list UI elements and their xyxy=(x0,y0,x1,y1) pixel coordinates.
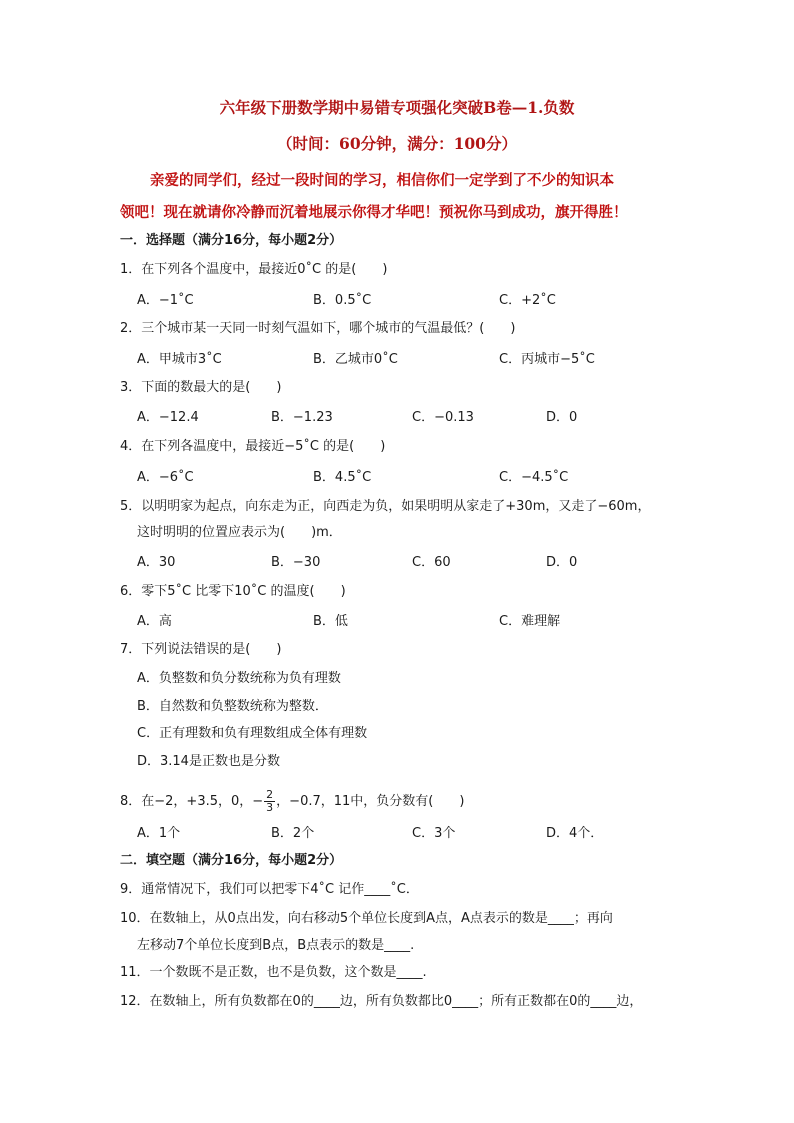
question-5-stem-line-2: 这时明明的位置应表示为( )m． xyxy=(137,525,342,540)
section-heading-choice: 一．选择题（满分16分，每小题2分） xyxy=(120,233,343,248)
question-5-option-c: C．60 xyxy=(412,555,451,570)
question-2-option-a: A．甲城市3˚C xyxy=(137,352,222,367)
section-heading-fill-in: 二．填空题（满分16分，每小题2分） xyxy=(120,853,343,868)
question-7-option-a: A．负整数和负分数统称为负有理数 xyxy=(137,671,341,686)
question-10-line-2: 左移动7个单位长度到B点，B点表示的数是____. xyxy=(137,938,415,953)
question-8-option-c: C．3个 xyxy=(412,826,456,841)
fraction-denominator: 3 xyxy=(266,801,274,814)
question-3-option-b: B．−1.23 xyxy=(271,410,333,425)
document-title: 六年级下册数学期中易错专项强化突破B卷—1.负数 xyxy=(219,98,575,117)
question-3-option-d: D．0 xyxy=(546,410,578,425)
question-4-option-c: C．−4.5˚C xyxy=(499,470,569,485)
question-6-option-b: B．低 xyxy=(313,614,348,629)
question-8-stem-pre: 8．在−2，+3.5，0，− xyxy=(120,794,264,809)
question-3-option-a: A．−12.4 xyxy=(137,410,199,425)
question-3-option-c: C．−0.13 xyxy=(412,410,474,425)
question-5-option-d: D．0 xyxy=(546,555,578,570)
question-7-option-d: D．3.14是正数也是分数 xyxy=(137,754,280,769)
question-12: 12．在数轴上，所有负数都在0的____边，所有负数都比0____；所有正数都在0的____边， xyxy=(120,994,643,1009)
question-1-option-a: A．−1˚C xyxy=(137,293,194,308)
question-1-option-b: B．0.5˚C xyxy=(313,293,372,308)
question-1-option-c: C．+2˚C xyxy=(499,293,556,308)
question-8-stem xyxy=(120,789,464,815)
question-3-stem: 3．下面的数最大的是( ) xyxy=(120,380,282,395)
fraction-numerator: 2 xyxy=(266,788,274,801)
question-11: 11．一个数既不是正数，也不是负数，这个数是____. xyxy=(120,965,427,980)
question-10-line-1: 10．在数轴上，从0点出发，向右移动5个单位长度到A点，A点表示的数是____；再向 xyxy=(120,911,613,926)
question-8-stem-post: ，−0.7，11中，负分数有( ) xyxy=(276,794,465,809)
fraction-two-thirds xyxy=(264,789,275,814)
question-8-option-d: D．4个． xyxy=(546,826,604,841)
question-5-option-b: B．−30 xyxy=(271,555,321,570)
question-2-option-c: C．丙城市−5˚C xyxy=(499,352,595,367)
question-8-option-a: A．1个 xyxy=(137,826,181,841)
question-7-option-c: C．正有理数和负有理数组成全体有理数 xyxy=(137,726,368,741)
question-2-option-b: B．乙城市0˚C xyxy=(313,352,398,367)
question-5-stem-line-1: 5．以明明家为起点，向东走为正，向西走为负，如果明明从家走了+30m，又走了−60m， xyxy=(120,499,651,514)
intro-line-2: 领吧！现在就请你冷静而沉着地展示你得才华吧！预祝你马到成功，旗开得胜！ xyxy=(120,204,628,221)
intro-line-1: 亲爱的同学们，经过一段时间的学习，相信你们一定学到了不少的知识本 xyxy=(150,172,614,189)
question-9: 9．通常情况下，我们可以把零下4˚C 记作____˚C． xyxy=(120,882,419,897)
question-6-option-c: C．难理解 xyxy=(499,614,561,629)
question-5-option-a: A．30 xyxy=(137,555,176,570)
question-1-stem: 1．在下列各个温度中，最接近0˚C 的是( ) xyxy=(120,262,388,277)
question-6-option-a: A．高 xyxy=(137,614,172,629)
question-2-stem: 2．三个城市某一天同一时刻气温如下，哪个城市的气温最低？( ) xyxy=(120,321,516,336)
question-6-stem: 6．零下5˚C 比零下10˚C 的温度( ) xyxy=(120,584,346,599)
document-subtitle: （时间：60分钟，满分：100分） xyxy=(277,134,517,153)
question-4-stem: 4．在下列各温度中，最接近−5˚C 的是( ) xyxy=(120,439,386,454)
question-7-stem: 7．下列说法错误的是( ) xyxy=(120,642,282,657)
question-8-option-b: B．2个 xyxy=(271,826,315,841)
question-4-option-a: A．−6˚C xyxy=(137,470,194,485)
question-7-option-b: B．自然数和负整数统称为整数． xyxy=(137,699,328,714)
question-4-option-b: B．4.5˚C xyxy=(313,470,372,485)
